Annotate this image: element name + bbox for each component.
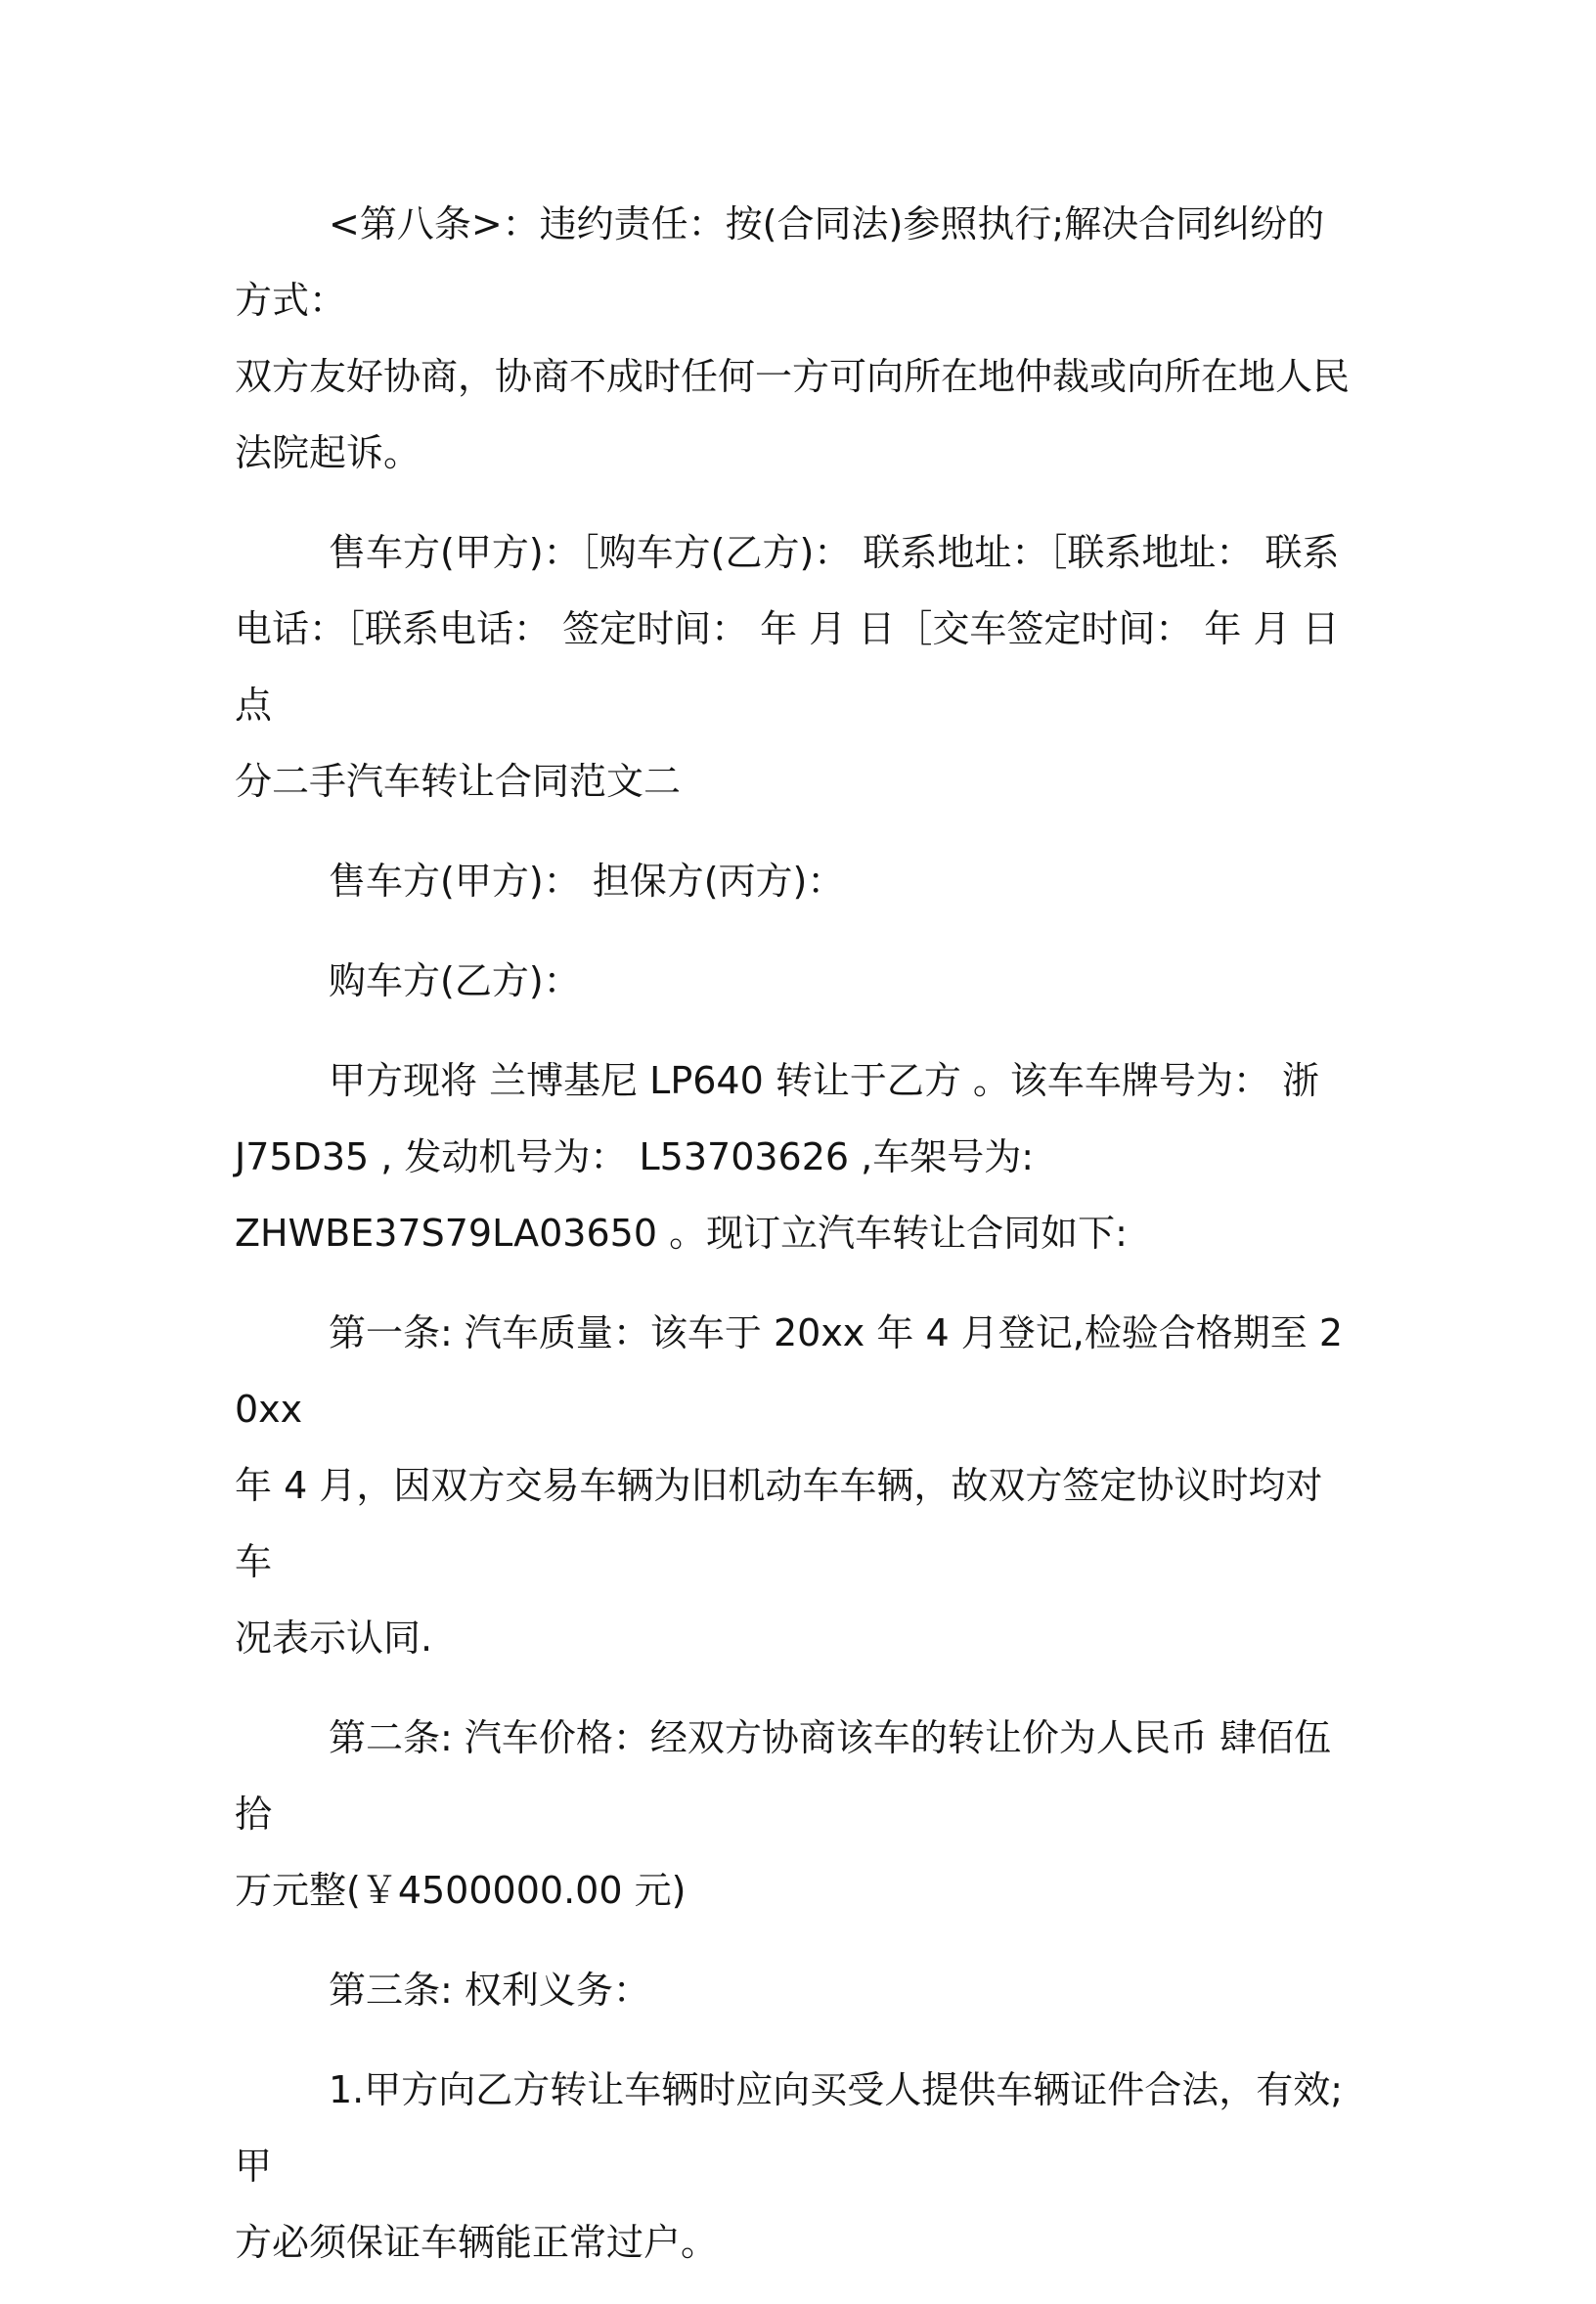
text-line: 甲方现将 兰博基尼 LP640 转让于乙方 。该车车牌号为： 浙 bbox=[329, 1059, 1320, 1102]
text-line: 分二手汽车转让合同范文二 bbox=[235, 760, 682, 803]
text-line: 售车方(甲方)：［购车方(乙方)： 联系地址：［联系地址： 联系 bbox=[329, 531, 1340, 574]
text-line: 法院起诉。 bbox=[235, 431, 421, 474]
text-line: 万元整(￥4500000.00 元) bbox=[235, 1869, 687, 1912]
text-line: 双方友好协商，协商不成时任何一方可向所在地仲裁或向所在地人民 bbox=[235, 355, 1351, 398]
paragraph-seller-guarantor bbox=[235, 843, 1359, 919]
paragraph-article-3-item-1 bbox=[235, 2052, 1359, 2281]
text-line: 年 4 月，因双方交易车辆为旧机动车车辆，故双方签定协议时均对车 bbox=[235, 1464, 1323, 1583]
text-line: 方必须保证车辆能正常过户。 bbox=[235, 2221, 719, 2264]
text-line: 第二条: 汽车价格：经双方协商该车的转让价为人民币 肆佰伍拾 bbox=[235, 1716, 1331, 1836]
paragraph-article-8 bbox=[235, 186, 1359, 491]
text-line: 1.甲方向乙方转让车辆时应向买受人提供车辆证件合法，有效;甲 bbox=[235, 2068, 1344, 2188]
document-body bbox=[235, 186, 1359, 2304]
paragraph-article-1 bbox=[235, 1295, 1359, 1676]
paragraph-parties-contact bbox=[235, 514, 1359, 820]
text-line: J75D35 , 发动机号为： L53703626 ,车架号为: bbox=[235, 1135, 1035, 1178]
text-line: 售车方(甲方)： 担保方(丙方)： bbox=[329, 860, 845, 903]
text-line: 况表示认同. bbox=[235, 1617, 433, 1660]
text-line: 电话：［联系电话： 签定时间： 年 月 日［交车签定时间： 年 月 日 点 bbox=[235, 607, 1340, 727]
paragraph-buyer bbox=[235, 943, 1359, 1019]
text-line: 购车方(乙方)： bbox=[329, 959, 581, 1002]
text-line: 第三条: 权利义务： bbox=[329, 1969, 650, 2012]
text-line: <第八条>：违约责任：按(合同法)参照执行;解决合同纠纷的方式： bbox=[235, 202, 1325, 322]
paragraph-vehicle-info bbox=[235, 1042, 1359, 1271]
text-line: 第一条: 汽车质量：该车于 20xx 年 4 月登记,检验合格期至 20xx bbox=[235, 1311, 1344, 1431]
text-line: ZHWBE37S79LA03650 。现订立汽车转让合同如下: bbox=[235, 1212, 1128, 1255]
paragraph-article-2 bbox=[235, 1700, 1359, 1928]
paragraph-article-3 bbox=[235, 1952, 1359, 2028]
